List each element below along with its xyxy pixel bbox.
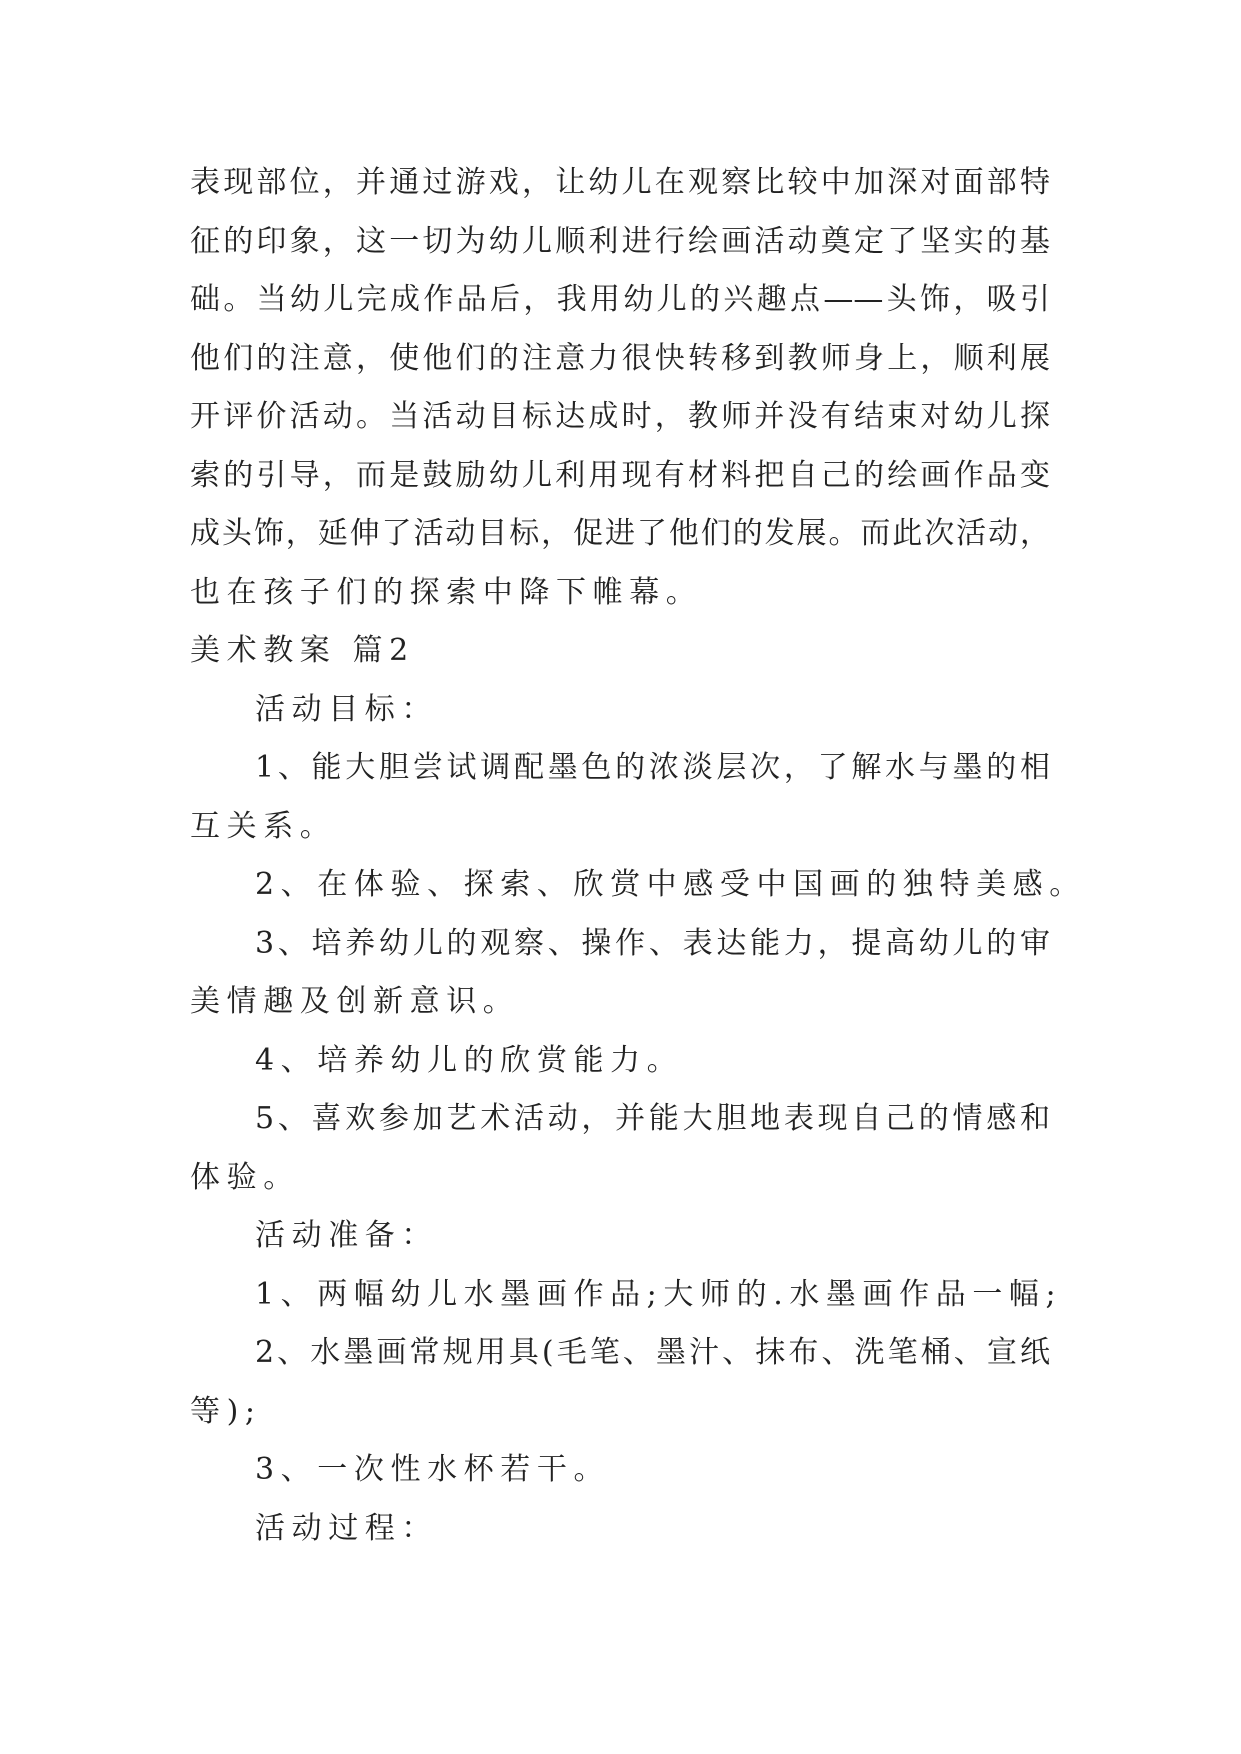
- goal-item: 3、培养幼儿的观察、操作、表达能力，提高幼儿的审: [255, 925, 1050, 961]
- paragraph-line: 础。当幼儿完成作品后，我用幼儿的兴趣点——头饰，吸引: [190, 282, 1050, 317]
- paragraph-line: 表现部位，并通过游戏，让幼儿在观察比较中加深对面部特: [190, 165, 1050, 200]
- prep-item: 3、一次性水杯若干。: [255, 1452, 611, 1487]
- prep-heading: 活动准备：: [255, 1218, 438, 1253]
- section-title: 美术教案 篇2: [190, 633, 415, 668]
- prep-item-continued: 等);: [190, 1393, 262, 1429]
- prep-item: 2、水墨画常规用具(毛笔、墨汁、抹布、洗笔桶、宣纸: [255, 1335, 1050, 1370]
- paragraph-line: 他们的注意，使他们的注意力很快转移到教师身上，顺利展: [190, 340, 1050, 376]
- paragraph-line: 成头饰，延伸了活动目标，促进了他们的发展。而此次活动，: [190, 516, 1050, 551]
- goal-item-continued: 互关系。: [190, 808, 337, 844]
- document-body: [190, 154, 1086, 1558]
- goal-item-continued: 体验。: [190, 1159, 300, 1195]
- prep-item: 1、两幅幼儿水墨画作品;大师的.水墨画作品一幅;: [255, 1276, 1063, 1312]
- goal-item: 4、培养幼儿的欣赏能力。: [255, 1042, 684, 1078]
- goal-item: 2、在体验、探索、欣赏中感受中国画的独特美感。: [255, 867, 1086, 902]
- process-heading: 活动过程：: [255, 1510, 438, 1546]
- paragraph-line: 索的引导，而是鼓励幼儿利用现有材料把自己的绘画作品变: [190, 457, 1050, 493]
- paragraph-line: 开评价活动。当活动目标达成时，教师并没有结束对幼儿探: [190, 399, 1050, 434]
- goal-item-continued: 美情趣及创新意识。: [190, 984, 520, 1019]
- goals-heading: 活动目标：: [255, 691, 438, 727]
- goal-item: 1、能大胆尝试调配墨色的浓淡层次，了解水与墨的相: [255, 750, 1050, 785]
- paragraph-line: 征的印象，这一切为幼儿顺利进行绘画活动奠定了坚实的基: [190, 223, 1050, 259]
- goal-item: 5、喜欢参加艺术活动，并能大胆地表现自己的情感和: [255, 1101, 1050, 1136]
- paragraph-line: 也在孩子们的探索中降下帷幕。: [190, 574, 703, 610]
